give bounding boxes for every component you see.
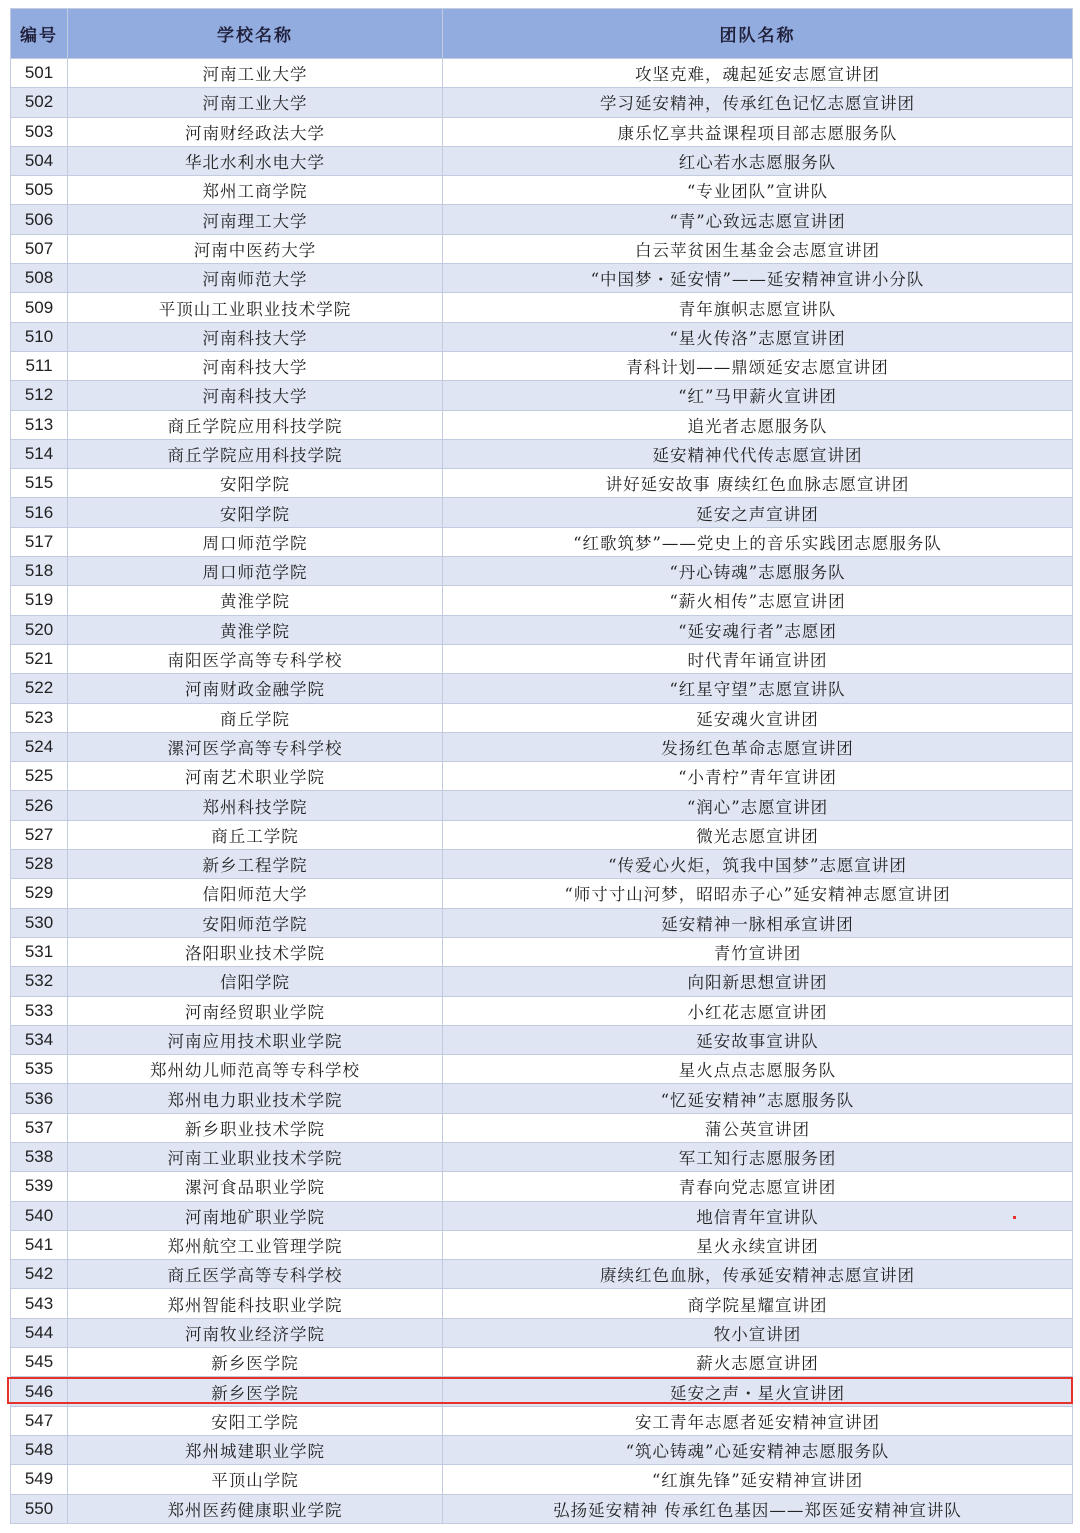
row-team-cell: 攻坚克难，魂起延安志愿宣讲团 xyxy=(443,59,1073,88)
row-team-cell: 学习延安精神，传承红色记忆志愿宣讲团 xyxy=(443,88,1073,117)
row-id-cell: 518 xyxy=(11,557,68,586)
row-school-cell: 漯河医学高等专科学校 xyxy=(68,732,443,761)
row-team-cell: “中国梦・延安情”——延安精神宣讲小分队 xyxy=(443,264,1073,293)
row-team-cell: 星火永续宣讲团 xyxy=(443,1230,1073,1259)
table-row xyxy=(11,879,1073,908)
table-row xyxy=(11,674,1073,703)
row-school-cell: 河南工业大学 xyxy=(68,88,443,117)
row-school-cell: 河南财政金融学院 xyxy=(68,674,443,703)
table-row xyxy=(11,1172,1073,1201)
row-id-cell: 544 xyxy=(11,1318,68,1347)
row-school-cell: 信阳学院 xyxy=(68,967,443,996)
table-row xyxy=(11,176,1073,205)
table-row xyxy=(11,850,1073,879)
row-school-cell: 商丘医学高等专科学校 xyxy=(68,1260,443,1289)
row-school-cell: 郑州医药健康职业学院 xyxy=(68,1494,443,1523)
table-row xyxy=(11,1494,1073,1523)
row-school-cell: 河南应用技术职业学院 xyxy=(68,1025,443,1054)
row-id-cell: 506 xyxy=(11,205,68,234)
row-school-cell: 商丘学院 xyxy=(68,703,443,732)
row-school-cell: 郑州航空工业管理学院 xyxy=(68,1230,443,1259)
row-id-cell: 505 xyxy=(11,176,68,205)
row-school-cell: 河南经贸职业学院 xyxy=(68,996,443,1025)
table-row xyxy=(11,1377,1073,1406)
row-id-cell: 508 xyxy=(11,264,68,293)
row-team-cell: 薪火志愿宣讲团 xyxy=(443,1348,1073,1377)
row-school-cell: 郑州电力职业技术学院 xyxy=(68,1084,443,1113)
row-id-cell: 512 xyxy=(11,381,68,410)
row-id-cell: 538 xyxy=(11,1142,68,1171)
row-id-cell: 519 xyxy=(11,586,68,615)
table-row xyxy=(11,732,1073,761)
row-id-cell: 540 xyxy=(11,1201,68,1230)
row-id-cell: 547 xyxy=(11,1406,68,1435)
row-school-cell: 信阳师范大学 xyxy=(68,879,443,908)
row-id-cell: 514 xyxy=(11,439,68,468)
row-id-cell: 516 xyxy=(11,498,68,527)
row-id-cell: 550 xyxy=(11,1494,68,1523)
table-row xyxy=(11,1113,1073,1142)
row-team-cell: 延安之声宣讲团 xyxy=(443,498,1073,527)
row-id-cell: 511 xyxy=(11,351,68,380)
row-id-cell: 503 xyxy=(11,117,68,146)
row-id-cell: 524 xyxy=(11,732,68,761)
table-row xyxy=(11,1435,1073,1464)
row-team-cell: 发扬红色革命志愿宣讲团 xyxy=(443,732,1073,761)
row-id-cell: 548 xyxy=(11,1435,68,1464)
row-team-cell: 追光者志愿服务队 xyxy=(443,410,1073,439)
row-school-cell: 商丘学院应用科技学院 xyxy=(68,439,443,468)
row-school-cell: 黄淮学院 xyxy=(68,615,443,644)
row-id-cell: 533 xyxy=(11,996,68,1025)
row-team-cell: 延安之声・星火宣讲团 xyxy=(443,1377,1073,1406)
row-id-cell: 542 xyxy=(11,1260,68,1289)
table-row xyxy=(11,820,1073,849)
table-row xyxy=(11,615,1073,644)
row-school-cell: 河南师范大学 xyxy=(68,264,443,293)
row-id-cell: 504 xyxy=(11,146,68,175)
row-team-cell: 红心若水志愿服务队 xyxy=(443,146,1073,175)
row-school-cell: 新乡职业技术学院 xyxy=(68,1113,443,1142)
table-row xyxy=(11,1084,1073,1113)
row-team-cell: 商学院星耀宣讲团 xyxy=(443,1289,1073,1318)
row-id-cell: 546 xyxy=(11,1377,68,1406)
row-team-cell: 微光志愿宣讲团 xyxy=(443,820,1073,849)
table-row xyxy=(11,937,1073,966)
row-school-cell: 郑州城建职业学院 xyxy=(68,1435,443,1464)
table-row xyxy=(11,322,1073,351)
header-id: 编号 xyxy=(11,9,68,59)
table-row xyxy=(11,1230,1073,1259)
row-school-cell: 周口师范学院 xyxy=(68,527,443,556)
row-team-cell: “红”马甲薪火宣讲团 xyxy=(443,381,1073,410)
row-id-cell: 523 xyxy=(11,703,68,732)
row-team-cell: 延安精神一脉相承宣讲团 xyxy=(443,908,1073,937)
table-row xyxy=(11,146,1073,175)
row-team-cell: “丹心铸魂”志愿服务队 xyxy=(443,557,1073,586)
row-team-cell: 星火点点志愿服务队 xyxy=(443,1055,1073,1084)
row-team-cell: 牧小宣讲团 xyxy=(443,1318,1073,1347)
row-school-cell: 安阳工学院 xyxy=(68,1406,443,1435)
table-row xyxy=(11,1289,1073,1318)
row-team-cell: 地信青年宣讲队 xyxy=(443,1201,1073,1230)
team-list-table-container xyxy=(10,8,1072,1524)
row-team-cell: “薪火相传”志愿宣讲团 xyxy=(443,586,1073,615)
row-team-cell: 青年旗帜志愿宣讲队 xyxy=(443,293,1073,322)
row-school-cell: 华北水利水电大学 xyxy=(68,146,443,175)
row-school-cell: 河南财经政法大学 xyxy=(68,117,443,146)
row-team-cell: “星火传洛”志愿宣讲团 xyxy=(443,322,1073,351)
table-row xyxy=(11,527,1073,556)
row-team-cell: “师寸寸山河梦，昭昭赤子心”延安精神志愿宣讲团 xyxy=(443,879,1073,908)
row-team-cell: 小红花志愿宣讲团 xyxy=(443,996,1073,1025)
row-team-cell: 青竹宣讲团 xyxy=(443,937,1073,966)
row-id-cell: 529 xyxy=(11,879,68,908)
header-row xyxy=(11,9,1073,59)
row-school-cell: 安阳学院 xyxy=(68,469,443,498)
row-id-cell: 502 xyxy=(11,88,68,117)
row-team-cell: “红旗先锋”延安精神宣讲团 xyxy=(443,1465,1073,1494)
header-school: 学校名称 xyxy=(68,9,443,59)
row-id-cell: 528 xyxy=(11,850,68,879)
table-row xyxy=(11,791,1073,820)
row-team-cell: 延安精神代代传志愿宣讲团 xyxy=(443,439,1073,468)
row-team-cell: “筑心铸魂”心延安精神志愿服务队 xyxy=(443,1435,1073,1464)
row-id-cell: 549 xyxy=(11,1465,68,1494)
row-id-cell: 520 xyxy=(11,615,68,644)
table-row xyxy=(11,703,1073,732)
row-school-cell: 郑州智能科技职业学院 xyxy=(68,1289,443,1318)
table-row xyxy=(11,381,1073,410)
row-id-cell: 526 xyxy=(11,791,68,820)
row-team-cell: “红歌筑梦”——党史上的音乐实践团志愿服务队 xyxy=(443,527,1073,556)
table-body xyxy=(11,59,1073,1524)
table-row xyxy=(11,59,1073,88)
row-school-cell: 河南理工大学 xyxy=(68,205,443,234)
row-id-cell: 513 xyxy=(11,410,68,439)
table-row xyxy=(11,1142,1073,1171)
row-team-cell: “专业团队”宣讲队 xyxy=(443,176,1073,205)
table-header xyxy=(11,9,1073,59)
row-id-cell: 545 xyxy=(11,1348,68,1377)
row-team-cell: 蒲公英宣讲团 xyxy=(443,1113,1073,1142)
row-team-cell: 康乐忆享共益课程项目部志愿服务队 xyxy=(443,117,1073,146)
row-id-cell: 507 xyxy=(11,234,68,263)
table-row xyxy=(11,996,1073,1025)
row-school-cell: 河南艺术职业学院 xyxy=(68,762,443,791)
table-row xyxy=(11,498,1073,527)
row-team-cell: “青”心致远志愿宣讲团 xyxy=(443,205,1073,234)
table-row xyxy=(11,908,1073,937)
row-team-cell: 赓续红色血脉，传承延安精神志愿宣讲团 xyxy=(443,1260,1073,1289)
row-id-cell: 527 xyxy=(11,820,68,849)
row-id-cell: 536 xyxy=(11,1084,68,1113)
row-id-cell: 522 xyxy=(11,674,68,703)
row-school-cell: 郑州科技学院 xyxy=(68,791,443,820)
row-school-cell: 平顶山学院 xyxy=(68,1465,443,1494)
table-row xyxy=(11,469,1073,498)
row-school-cell: 安阳师范学院 xyxy=(68,908,443,937)
row-school-cell: 河南工业职业技术学院 xyxy=(68,1142,443,1171)
row-id-cell: 517 xyxy=(11,527,68,556)
row-id-cell: 537 xyxy=(11,1113,68,1142)
row-id-cell: 543 xyxy=(11,1289,68,1318)
row-team-cell: “红星守望”志愿宣讲队 xyxy=(443,674,1073,703)
row-team-cell: 军工知行志愿服务团 xyxy=(443,1142,1073,1171)
row-id-cell: 501 xyxy=(11,59,68,88)
team-list-table xyxy=(10,8,1073,1524)
row-team-cell: 安工青年志愿者延安精神宣讲团 xyxy=(443,1406,1073,1435)
table-row xyxy=(11,264,1073,293)
row-school-cell: 漯河食品职业学院 xyxy=(68,1172,443,1201)
row-id-cell: 521 xyxy=(11,644,68,673)
row-school-cell: 河南牧业经济学院 xyxy=(68,1318,443,1347)
row-team-cell: 弘扬延安精神 传承红色基因——郑医延安精神宣讲队 xyxy=(443,1494,1073,1523)
table-row xyxy=(11,557,1073,586)
row-school-cell: 河南科技大学 xyxy=(68,322,443,351)
row-id-cell: 510 xyxy=(11,322,68,351)
row-school-cell: 河南科技大学 xyxy=(68,351,443,380)
row-school-cell: 商丘学院应用科技学院 xyxy=(68,410,443,439)
row-id-cell: 539 xyxy=(11,1172,68,1201)
row-school-cell: 南阳医学高等专科学校 xyxy=(68,644,443,673)
header-team: 团队名称 xyxy=(443,9,1073,59)
row-id-cell: 525 xyxy=(11,762,68,791)
row-team-cell: “小青柠”青年宣讲团 xyxy=(443,762,1073,791)
row-team-cell: 时代青年诵宣讲团 xyxy=(443,644,1073,673)
row-id-cell: 530 xyxy=(11,908,68,937)
row-team-cell: 青春向党志愿宣讲团 xyxy=(443,1172,1073,1201)
row-school-cell: 河南科技大学 xyxy=(68,381,443,410)
row-school-cell: 安阳学院 xyxy=(68,498,443,527)
table-row xyxy=(11,117,1073,146)
row-team-cell: “润心”志愿宣讲团 xyxy=(443,791,1073,820)
row-school-cell: 新乡工程学院 xyxy=(68,850,443,879)
row-school-cell: 黄淮学院 xyxy=(68,586,443,615)
row-id-cell: 532 xyxy=(11,967,68,996)
row-team-cell: 白云苹贫困生基金会志愿宣讲团 xyxy=(443,234,1073,263)
row-school-cell: 平顶山工业职业技术学院 xyxy=(68,293,443,322)
row-team-cell: “传爱心火炬，筑我中国梦”志愿宣讲团 xyxy=(443,850,1073,879)
row-school-cell: 新乡医学院 xyxy=(68,1348,443,1377)
row-team-cell: “忆延安精神”志愿服务队 xyxy=(443,1084,1073,1113)
table-row xyxy=(11,1055,1073,1084)
row-team-cell: “延安魂行者”志愿团 xyxy=(443,615,1073,644)
table-row xyxy=(11,1348,1073,1377)
row-team-cell: 延安魂火宣讲团 xyxy=(443,703,1073,732)
row-school-cell: 郑州幼儿师范高等专科学校 xyxy=(68,1055,443,1084)
table-row xyxy=(11,88,1073,117)
row-id-cell: 534 xyxy=(11,1025,68,1054)
row-school-cell: 河南地矿职业学院 xyxy=(68,1201,443,1230)
table-row xyxy=(11,1465,1073,1494)
table-row xyxy=(11,1318,1073,1347)
row-id-cell: 531 xyxy=(11,937,68,966)
row-team-cell: 讲好延安故事 赓续红色血脉志愿宣讲团 xyxy=(443,469,1073,498)
row-school-cell: 商丘工学院 xyxy=(68,820,443,849)
table-row xyxy=(11,586,1073,615)
stray-red-dot xyxy=(1013,1216,1016,1219)
table-row xyxy=(11,205,1073,234)
table-row xyxy=(11,762,1073,791)
row-school-cell: 河南工业大学 xyxy=(68,59,443,88)
table-row xyxy=(11,234,1073,263)
row-team-cell: 延安故事宣讲队 xyxy=(443,1025,1073,1054)
row-school-cell: 周口师范学院 xyxy=(68,557,443,586)
row-school-cell: 郑州工商学院 xyxy=(68,176,443,205)
row-school-cell: 洛阳职业技术学院 xyxy=(68,937,443,966)
row-id-cell: 509 xyxy=(11,293,68,322)
table-row xyxy=(11,1406,1073,1435)
table-row xyxy=(11,1201,1073,1230)
row-team-cell: 向阳新思想宣讲团 xyxy=(443,967,1073,996)
row-id-cell: 535 xyxy=(11,1055,68,1084)
table-row xyxy=(11,410,1073,439)
row-school-cell: 河南中医药大学 xyxy=(68,234,443,263)
table-row xyxy=(11,293,1073,322)
table-row xyxy=(11,1025,1073,1054)
table-row xyxy=(11,1260,1073,1289)
row-id-cell: 515 xyxy=(11,469,68,498)
table-row xyxy=(11,644,1073,673)
table-row xyxy=(11,351,1073,380)
row-team-cell: 青科计划——鼎颂延安志愿宣讲团 xyxy=(443,351,1073,380)
row-id-cell: 541 xyxy=(11,1230,68,1259)
row-school-cell: 新乡医学院 xyxy=(68,1377,443,1406)
table-row xyxy=(11,439,1073,468)
table-row xyxy=(11,967,1073,996)
